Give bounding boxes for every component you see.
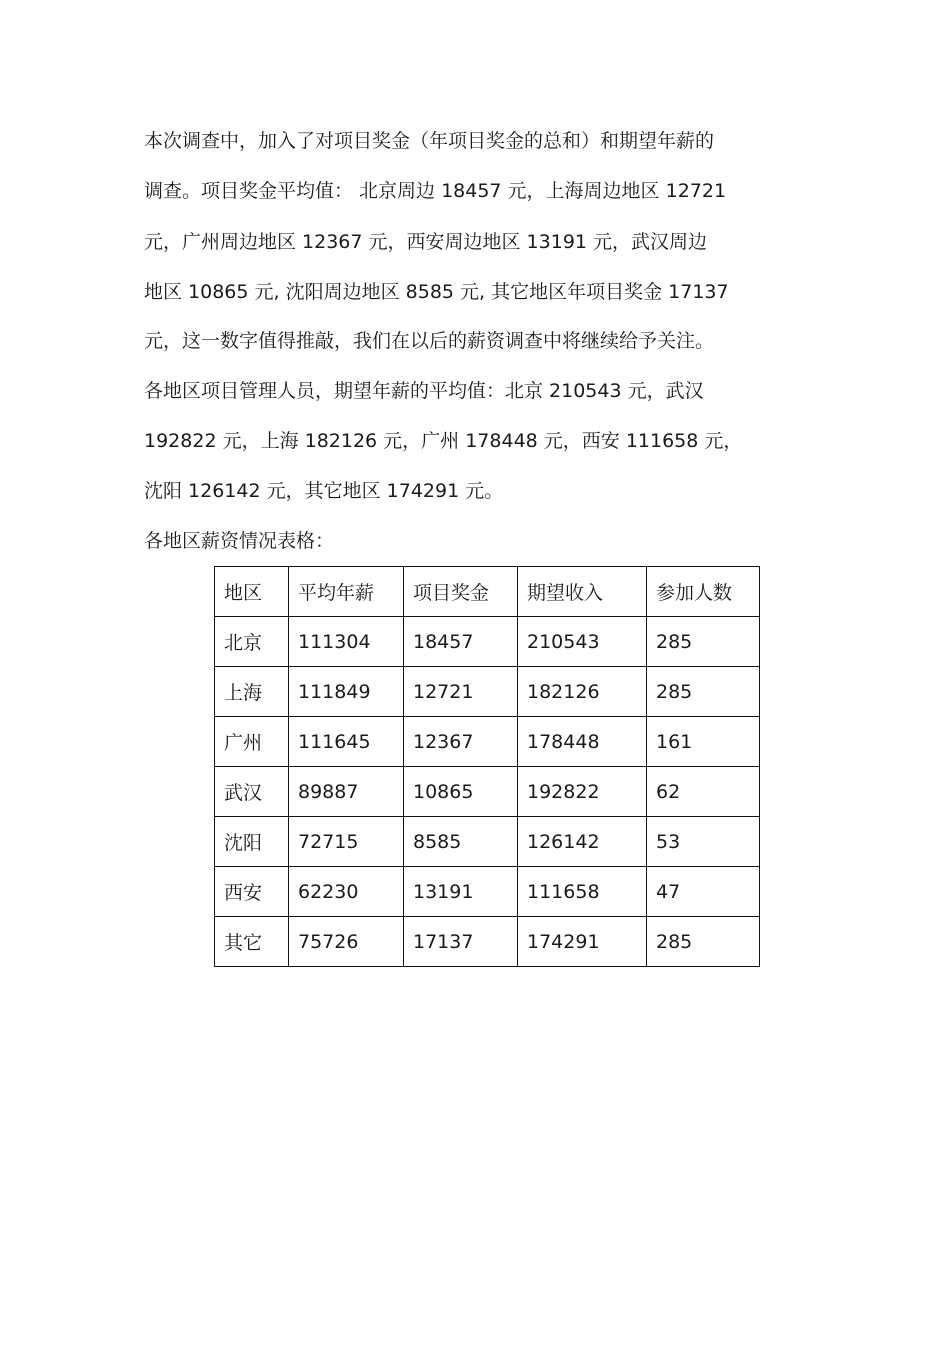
table-cell: 192822 xyxy=(518,767,647,817)
table-cell: 62230 xyxy=(289,867,404,917)
table-cell: 111645 xyxy=(289,717,404,767)
table-cell: 北京 xyxy=(215,617,289,667)
table-cell: 上海 xyxy=(215,667,289,717)
table-cell: 8585 xyxy=(404,817,518,867)
table-row xyxy=(215,617,760,667)
table-cell: 89887 xyxy=(289,767,404,817)
table-cell: 285 xyxy=(647,617,760,667)
paragraph-line: 各地区项目管理人员，期望年薪的平均值：北京 210543 元，武汉 xyxy=(144,380,704,402)
table-cell: 210543 xyxy=(518,617,647,667)
header-cell: 地区 xyxy=(215,567,289,617)
header-cell: 参加人数 xyxy=(647,567,760,617)
table-cell: 161 xyxy=(647,717,760,767)
paragraph-line: 沈阳 126142 元，其它地区 174291 元。 xyxy=(144,480,504,502)
table-cell: 西安 xyxy=(215,867,289,917)
table-cell: 72715 xyxy=(289,817,404,867)
table-cell: 53 xyxy=(647,817,760,867)
paragraph-line: 192822 元，上海 182126 元，广州 178448 元，西安 111658 元， xyxy=(144,430,743,452)
table-cell: 178448 xyxy=(518,717,647,767)
table-cell: 75726 xyxy=(289,917,404,967)
table-cell: 12721 xyxy=(404,667,518,717)
table-cell: 广州 xyxy=(215,717,289,767)
table-row xyxy=(215,667,760,717)
table-cell: 47 xyxy=(647,867,760,917)
paragraph-line: 元，广州周边地区 12367 元，西安周边地区 13191 元，武汉周边 xyxy=(144,231,708,253)
table-cell: 10865 xyxy=(404,767,518,817)
header-cell: 平均年薪 xyxy=(289,567,404,617)
paragraph-line: 元，这一数字值得推敲，我们在以后的薪资调查中将继续给予关注。 xyxy=(144,330,715,352)
paragraph-line: 本次调查中，加入了对项目奖金（年项目奖金的总和）和期望年薪的 xyxy=(144,130,715,152)
paragraph-line: 调查。项目奖金平均值： 北京周边 18457 元，上海周边地区 12721 xyxy=(144,180,727,202)
salary-table xyxy=(214,566,760,967)
table-header-row xyxy=(215,567,760,617)
table-cell: 182126 xyxy=(518,667,647,717)
paragraph-line: 地区 10865 元, 沈阳周边地区 8585 元, 其它地区年项目奖金 17137 xyxy=(144,281,729,303)
table-cell: 13191 xyxy=(404,867,518,917)
table-cell: 111304 xyxy=(289,617,404,667)
table-row xyxy=(215,717,760,767)
table-row xyxy=(215,767,760,817)
table-cell: 111849 xyxy=(289,667,404,717)
table-cell: 285 xyxy=(647,917,760,967)
table-row xyxy=(215,867,760,917)
table-cell: 285 xyxy=(647,667,760,717)
table-cell: 武汉 xyxy=(215,767,289,817)
table-row xyxy=(215,817,760,867)
table-cell: 18457 xyxy=(404,617,518,667)
table-cell: 17137 xyxy=(404,917,518,967)
header-cell: 项目奖金 xyxy=(404,567,518,617)
table-cell: 12367 xyxy=(404,717,518,767)
table-cell: 其它 xyxy=(215,917,289,967)
table-cell: 174291 xyxy=(518,917,647,967)
table-cell: 126142 xyxy=(518,817,647,867)
header-cell: 期望收入 xyxy=(518,567,647,617)
table-cell: 62 xyxy=(647,767,760,817)
table-cell: 沈阳 xyxy=(215,817,289,867)
table-row xyxy=(215,917,760,967)
table-cell: 111658 xyxy=(518,867,647,917)
table-caption: 各地区薪资情况表格： xyxy=(144,530,335,552)
